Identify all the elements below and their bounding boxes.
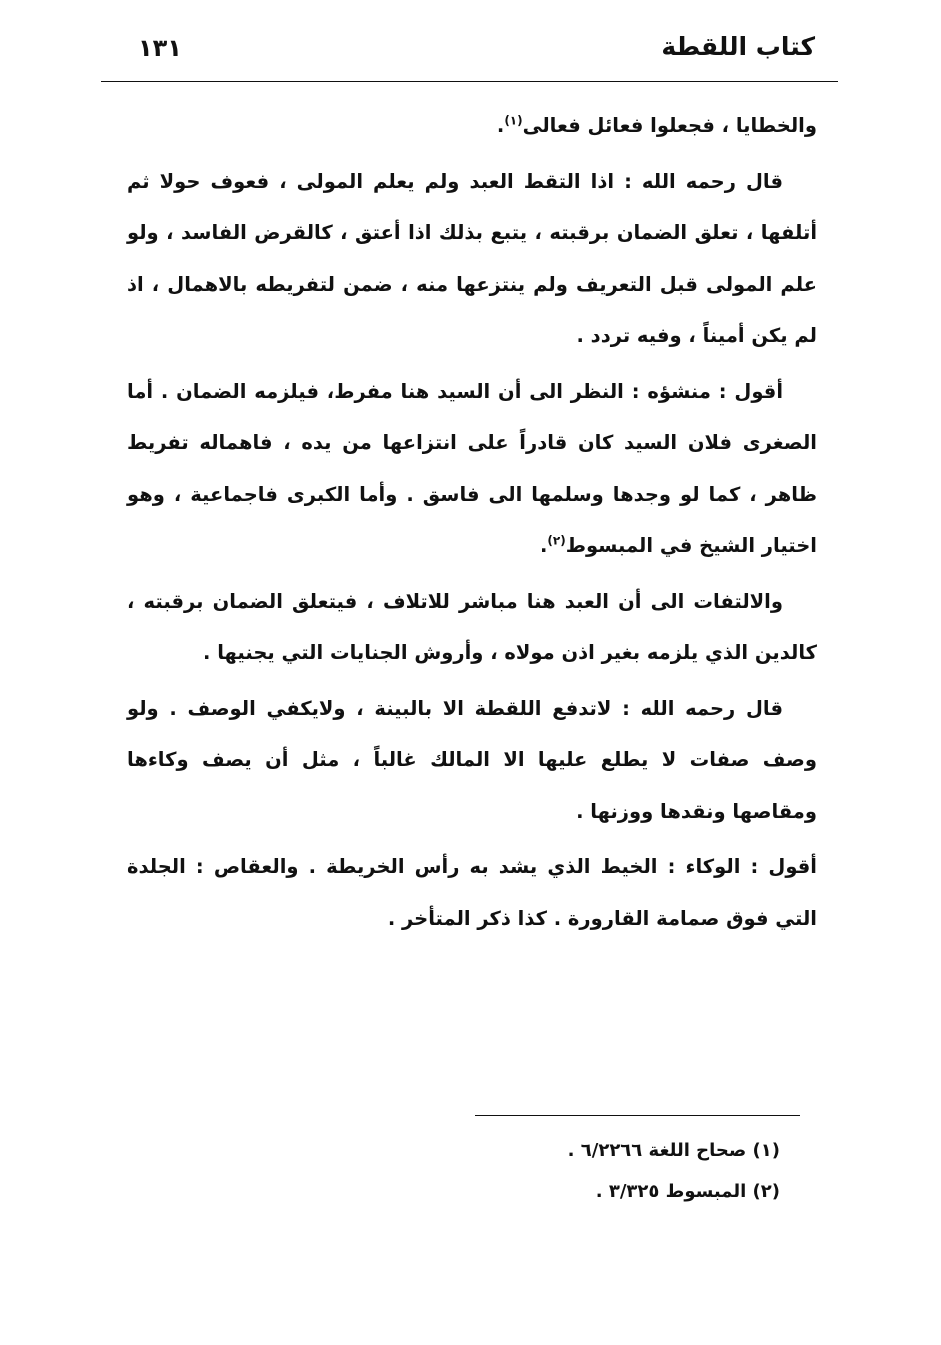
footnote: (١) صحاح اللغة ٦/٢٢٦٦ . [567,1140,780,1161]
running-head [130,28,815,74]
paragraph-text: قال رحمه الله : لاتدفع اللقطة الا بالبينة ، ولايكفي الوصف . ولو وصف صفات لا يطلع عليها الا المالك غالباً ، مثل أن يصف وكاءها ومقاصها ونقدها ووزنها . [127,696,817,823]
paragraph [127,683,817,838]
body-text [127,100,817,948]
book-title: كتاب اللقطة [661,32,815,61]
paragraph-text: أقول : الوكاء : الخيط الذي يشد به رأس الخريطة . والعقاص : الجلدة التي فوق صمامة القارورة . كذا ذكر المتأخر . [127,855,817,930]
paragraph-text: قال رحمه الله : اذا التقط العبد ولم يعلم المولى ، فعوف حولا ثم أتلفها ، تعلق الضمان برقبته ، يتبع بذلك اذا أعتق ، كالقرض الفاسد ، ولو علم المولى قبل التعريف ولم ينتزعها منه ، ضمن لتفريطه بالاهمال ، اذ لم يكن أميناً ، وفيه تردد . [127,169,817,347]
paragraph-text: أقول : منشؤه : النظر الى أن السيد هنا مفرط، فيلزمه الضمان . أما الصغرى فلان السيد كان قادراً على انتزاعها من يده ، فاهماله تفريط ظاهر ، كما لو وجدها وسلمها الى فاسق . وأما الكبرى فاجماعية ، وهو اختيار الشيخ في المبسوط [127,379,817,557]
footnote: (٢) المبسوط ٣/٣٢٥ . [595,1181,780,1202]
paragraph-tail: . [496,114,505,137]
page-number: ١٣١ [138,34,182,62]
paragraph [127,576,817,679]
paragraph [127,100,817,152]
footnote-marker: (٢) [547,533,566,548]
paragraph-tail: . [539,534,548,557]
paragraph [127,366,817,572]
header-rule [101,81,838,82]
paragraph [127,156,817,362]
paragraph-text: والالتفات الى أن العبد هنا مباشر للاتلاف ، فيتعلق الضمان برقبته ، كالدين الذي يلزمه بغير اذن مولاه ، وأروش الجنايات التي يجنيها . [127,589,817,664]
footnote-marker: (١) [504,113,523,128]
paragraph [127,841,817,944]
paragraph-text: والخطايا ، فجعلوا فعائل فعالى [522,114,817,137]
footnote-rule [475,1115,800,1116]
footnotes [420,1130,780,1212]
